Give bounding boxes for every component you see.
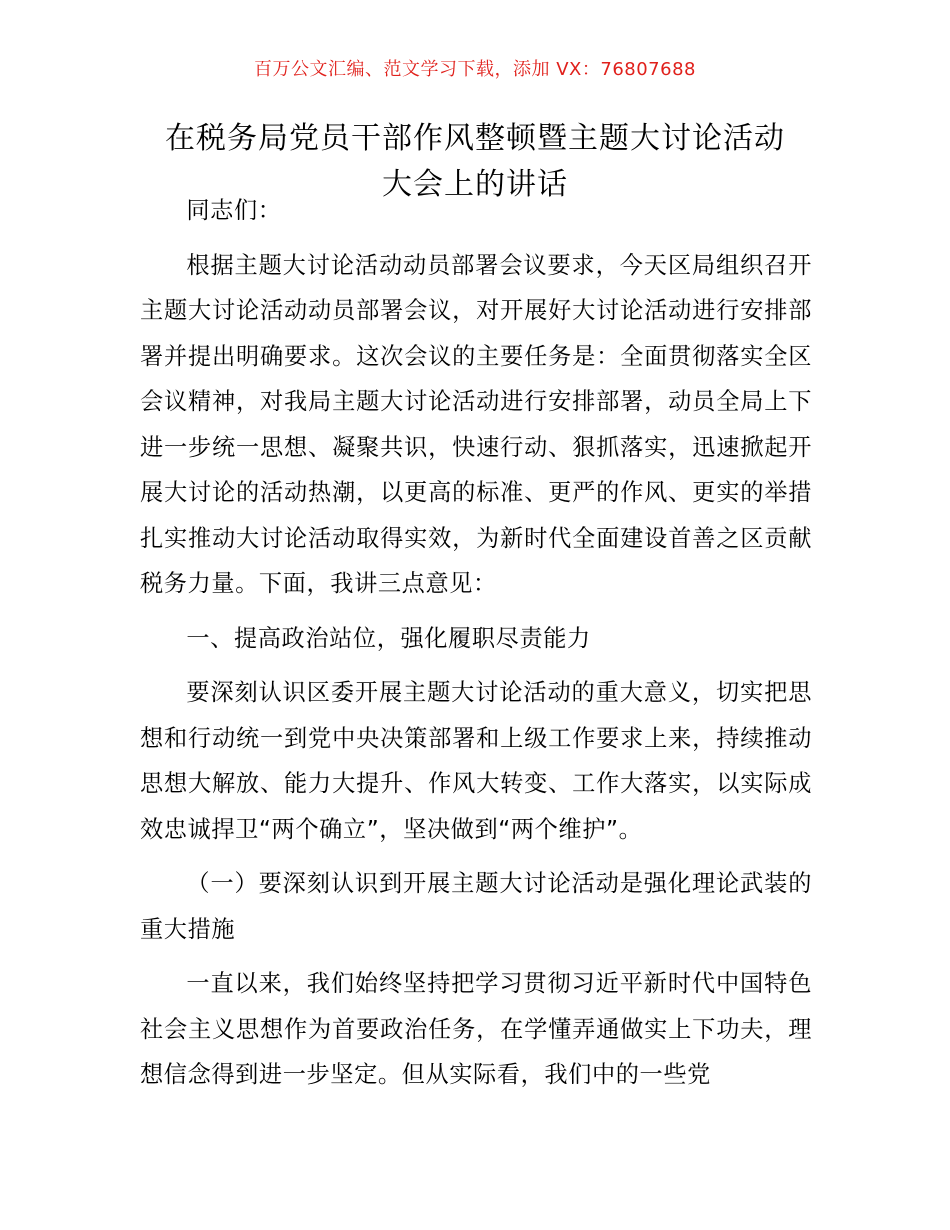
paragraph-intro: 根据主题大讨论活动动员部署会议要求，今天区局组织召开主题大讨论活动动员部署会议，对开展好大讨论活动进行安排部署并提出明确要求。这次会议的主要任务是：全面贯彻落实全区会议精神，对我局主题大讨论活动进行安排部署，动员全局上下进一步统一思想、凝聚共识，快速行动、狠抓落实，迅速掀起开展大讨论的活动热潮，以更高的标准、更严的作风、更实的举措扎实推动大讨论活动取得实效，为新时代全面建设首善之区贡献税务力量。下面，我讲三点意见： <box>140 251 812 597</box>
title-line-2: 大会上的讲话 <box>382 167 568 202</box>
watermark-header: 百万公文汇编、范文学习下载，添加 VX：76807688 <box>254 59 696 80</box>
subsection-heading-1: （一）要深刻认识到开展主题大讨论活动是强化理论武装的重大措施 <box>140 870 812 943</box>
salutation: 同志们： <box>186 197 282 224</box>
paragraph-section-1: 要深刻认识区委开展主题大讨论活动的重大意义，切实把思想和行动统一到党中央决策部署和上级工作要求上来，持续推动思想大解放、能力大提升、作风大转变、工作大落实，以实际成效忠诚捍卫“两个确立”，坚决做到“两个维护”。 <box>140 679 812 843</box>
section-heading-1: 一、提高政治站位，强化履职尽责能力 <box>186 624 591 652</box>
title-line-1: 在税务局党员干部作风整顿暨主题大讨论活动 <box>165 121 785 156</box>
document-body <box>140 188 812 1107</box>
paragraph-subsection-1: 一直以来，我们始终坚持把学习贯彻习近平新时代中国特色社会主义思想作为首要政治任务，在学懂弄通做实上下功夫，理想信念得到进一步坚定。但从实际看，我们中的一些党 <box>140 970 812 1088</box>
